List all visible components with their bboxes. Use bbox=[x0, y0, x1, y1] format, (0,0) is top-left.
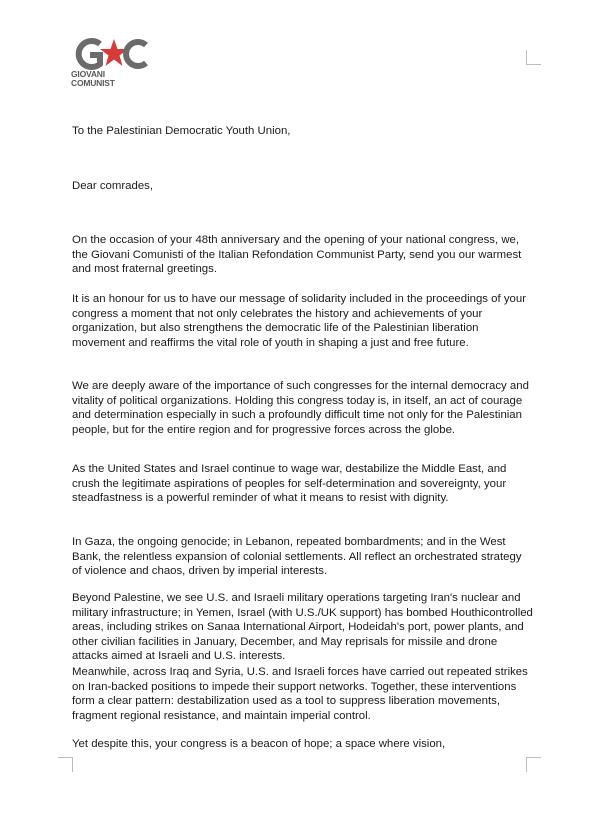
greeting: Dear comrades, bbox=[72, 180, 154, 192]
salutation: To the Palestinian Democratic Youth Union, bbox=[72, 125, 291, 137]
crop-mark-top-right bbox=[526, 50, 541, 65]
paragraph: Beyond Palestine, we see U.S. and Israeli military operations targeting Iran's nuclear and military infrastructure; in Yemen, Israel (with U.S./UK support) has bombed Houthicontrolled areas, including strikes on Sanaa International Airport, Hodeidah's port, power plants, and other civilian facilities in January, December, and May reprisals for missile and drone attacks aimed at Israeli and U.S. interests. bbox=[72, 592, 533, 663]
crop-mark-bottom-right bbox=[526, 757, 541, 772]
paragraph: We are deeply aware of the importance of such congresses for the internal democracy and vitality of political organizations. Holding this congress today is, in itself, an act of courage and determination especially in such a profoundly difficult time not only for the Palestinian people, but for the entire region and for progressive forces across the globe. bbox=[72, 380, 529, 436]
paragraph: It is an honour for us to have our message of solidarity included in the proceedings of your congress a moment that not only celebrates the history and achievements of your organization, but also strengthens the democratic life of the Palestinian liberation movement and reaffirms the vital role of youth in shaping a just and free future. bbox=[72, 293, 526, 349]
logo-subtitle bbox=[71, 70, 115, 87]
paragraph: Yet despite this, your congress is a beacon of hope; a space where vision, bbox=[72, 738, 446, 750]
paragraph: In Gaza, the ongoing genocide; in Lebanon, repeated bombardments; and in the West Bank, the relentless expansion of colonial settlements. All reflect an orchestrated strategy of violence and chaos, driven by imperial interests. bbox=[72, 536, 522, 578]
paragraph: On the occasion of your 48th anniversary and the opening of your national congress, we, the Giovani Comunisti of the Italian Refondation Communist Party, send you our warmest and most fraternal greetings. bbox=[72, 234, 522, 276]
paragraph: Meanwhile, across Iraq and Syria, U.S. and Israeli forces have carried out repeated strikes on Iran-backed positions to impede their support networks. Together, these interventions form a clear pattern: destabilization used as a tool to suppress liberation movements, fragment regional resistance, and maintain imperial control. bbox=[72, 666, 528, 722]
logo-subtitle-line2: COMUNIST bbox=[71, 77, 115, 88]
giovani-comunisti-logo bbox=[70, 34, 150, 90]
crop-mark-bottom-left bbox=[58, 757, 73, 772]
paragraph: As the United States and Israel continue to wage war, destabilize the Middle East, and crush the legitimate aspirations of peoples for self-determination and sovereignty, your steadfastness is a powerful reminder of what it means to resist with dignity. bbox=[72, 463, 507, 505]
gc-star-logo-icon bbox=[70, 34, 150, 74]
logo-subtitle-line1: GIOVANI bbox=[71, 69, 105, 79]
